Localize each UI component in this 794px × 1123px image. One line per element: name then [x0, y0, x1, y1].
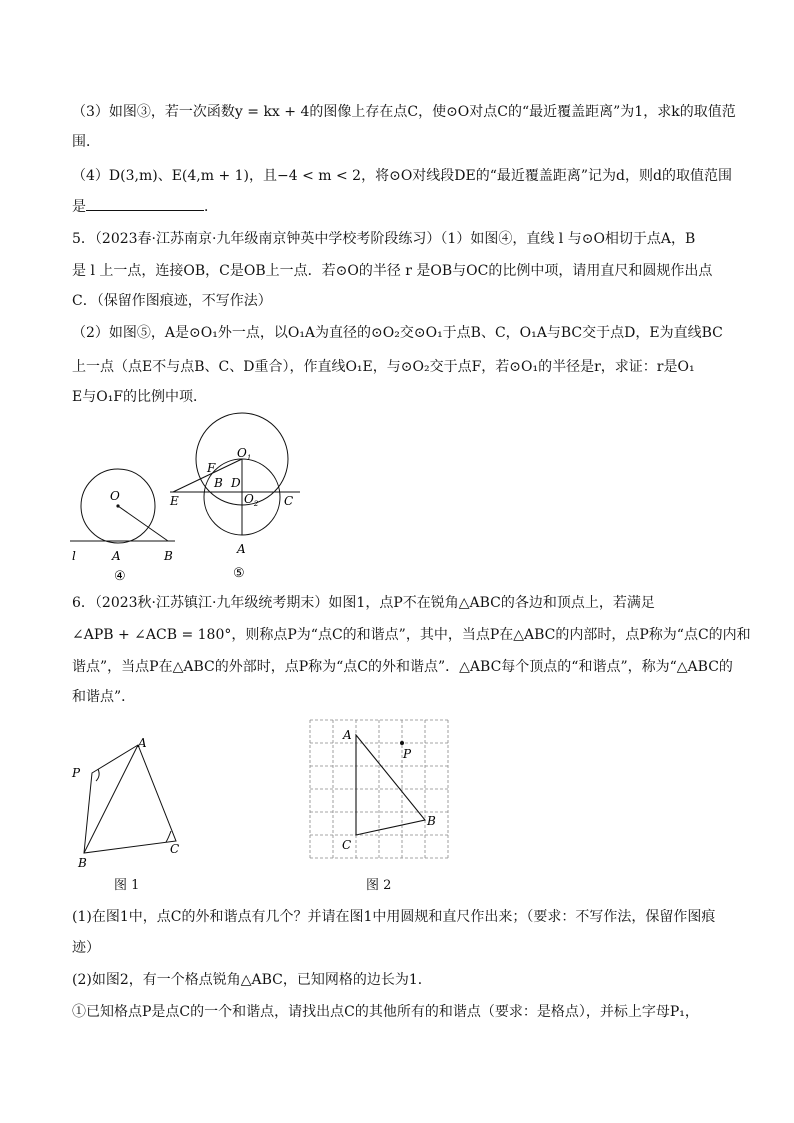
problem6-text-line4: 和谐点”．: [72, 689, 136, 705]
label-e: E: [170, 494, 179, 508]
problem5-part2-line2: 上一点（点E不与点B、C、D重合），作直线O₁E，与⊙O₂交于点F，若⊙O₁的半径是r，求证：r是O₁: [72, 359, 695, 375]
label-o2: [244, 492, 259, 508]
label-d: D: [231, 476, 241, 490]
figure-1: [70, 735, 200, 870]
segment-ob: [118, 506, 168, 541]
q4-prefix: 是: [72, 199, 86, 215]
problem5-text-line3: C．（保留作图痕迹，不写作法）: [72, 293, 272, 309]
problem5-text-line2: 是 l 上一点，连接OB，C是OB上一点．若⊙O的半径 r 是OB与OC的比例中项，请用直尺和圆规作出点: [72, 263, 713, 279]
label-c5: C: [284, 494, 294, 508]
caption-fig5: ⑤: [233, 566, 245, 581]
label-o2-letter: O: [244, 492, 254, 506]
label-b1: B: [78, 856, 87, 870]
caption-fig2: 图 2: [366, 878, 392, 893]
problem5-part2-line1: （2）如图⑤，A是⊙O₁外一点，以O₁A为直径的⊙O₂交⊙O₁于点B、C，O₁A与BC交于点D，E为直线BC: [72, 325, 723, 341]
problem6-text-line3: 谐点”，当点P在△ABC的外部时，点P称为“点C的外和谐点”．△ABC每个顶点的“和谐点”，称为“△ABC的: [72, 659, 733, 675]
figure-5: [170, 410, 340, 580]
part1-text-line1: (1)在图1中，点C的外和谐点有几个？并请在图1中用圆规和直尺作出来；（要求：不写作法，保留作图痕: [72, 909, 716, 925]
problem5-text-line1: 5．（2023春·江苏南京·九年级南京钟英中学校考阶段练习）（1）如图④，直线 l 与⊙O相切于点A，B: [72, 231, 696, 247]
label-o2-sub: 2: [253, 500, 259, 508]
label-p2: P: [403, 747, 412, 761]
triangle-abc: [356, 735, 425, 835]
part1-text-line2: 迹）: [72, 940, 100, 956]
q4-text-line1: （4）D(3,m)、E(4,m + 1)，且−4 < m < 2，将⊙O对线段DE的“最近覆盖距离”记为d，则d的取值范围: [72, 168, 732, 184]
grid: [310, 720, 450, 858]
q4-text-line2: [72, 196, 732, 218]
caption-fig4: ④: [114, 569, 126, 584]
label-a: A: [112, 549, 121, 563]
label-c2: C: [342, 838, 352, 852]
q3-text-line1: （3）如图③，若一次函数y = kx + 4的图像上存在点C，使⊙O对点C的“最近覆盖距离”为1，求k的取值范: [72, 104, 736, 120]
label-a1: A: [138, 736, 147, 750]
figure-2: [305, 717, 455, 867]
point-p: [400, 741, 404, 745]
label-b2: B: [427, 814, 436, 828]
answer-blank[interactable]: [86, 196, 204, 211]
center-o-dot: [116, 504, 119, 507]
label-o1-sub: 1: [246, 454, 252, 462]
problem6-text-line1: 6．（2023秋·江苏镇江·九年级统考期末）如图1，点P不在锐角△ABC的各边和顶点上，若满足: [72, 595, 655, 611]
caption-fig1: 图 1: [114, 878, 140, 893]
label-l: l: [72, 549, 76, 563]
label-o: O: [110, 489, 120, 503]
part2-text: (2)如图2，有一个格点锐角△ABC，已知网格的边长为1．: [72, 972, 432, 988]
problem5-part2-line3: E与O₁F的比例中项．: [72, 389, 208, 405]
label-f: F: [207, 461, 216, 475]
angle-mark-c: [166, 831, 171, 842]
label-b: B: [164, 549, 173, 563]
label-b5: B: [214, 476, 223, 490]
label-a5: A: [237, 542, 246, 556]
label-a2: A: [343, 728, 352, 742]
problem6-text-line2: ∠APB + ∠ACB = 180°，则称点P为“点C的和谐点”，其中，当点P在△ABC的内部时，点P称为“点C的内和: [72, 627, 751, 643]
label-o1: [237, 446, 251, 462]
label-c1: C: [170, 842, 180, 856]
label-o1-letter: O: [237, 446, 247, 460]
q4-suffix: ．: [204, 199, 218, 215]
label-p1: P: [72, 766, 81, 780]
part2-subquestion1: ①已知格点P是点C的一个和谐点，请找出点C的其他所有的和谐点（要求：是格点），并标上字母P₁，: [72, 1004, 699, 1020]
q3-text-line2: 围．: [72, 134, 100, 150]
